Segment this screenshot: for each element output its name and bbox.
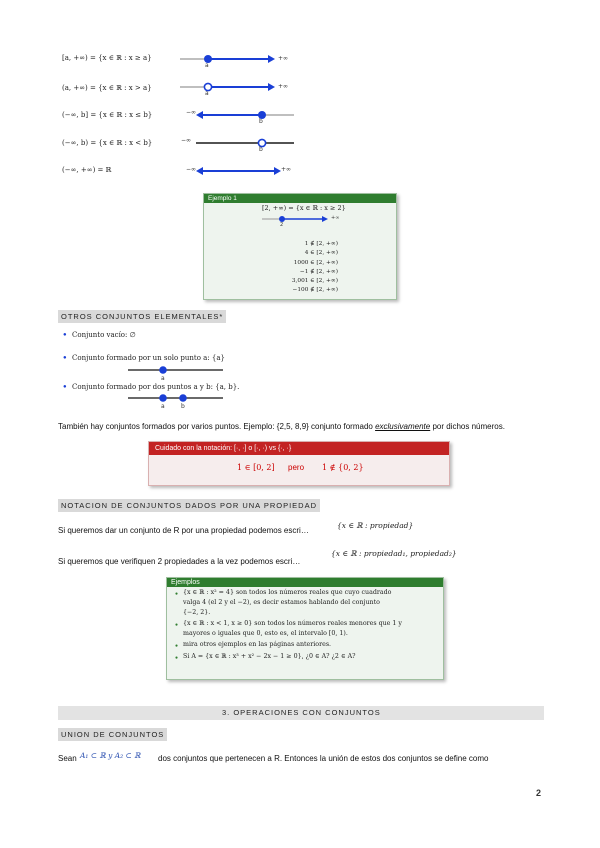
number-line-closed-left <box>196 108 306 130</box>
bullet-icon: ● <box>175 622 179 628</box>
point-label-a: a <box>205 90 209 97</box>
minus-infinity-label: −∞ <box>181 137 192 144</box>
number-line-open-left <box>196 136 306 158</box>
emphasis-text: exclusivamente <box>375 422 431 431</box>
example-item: mira otros ejemplos en las páginas anteriores. <box>183 641 332 648</box>
examples-header: Ejemplos <box>167 578 443 587</box>
example-1-number-line <box>262 214 342 228</box>
paragraph-text: También hay conjuntos formados por varios puntos. Ejemplo: {2,5, 8,9} conjunto formado <box>58 422 376 431</box>
example-item: mayores o iguales que 0, esto es, el intervalo [0, 1). <box>183 630 348 637</box>
membership-item: 3,001 ∈ [2, +∞) <box>291 278 338 285</box>
membership-item: −1 ∉ [2, +∞) <box>299 268 338 275</box>
bullet-icon: ● <box>63 384 67 390</box>
section-3-title: 3. OPERACIONES CON CONJUNTOS <box>222 708 381 717</box>
bullet-icon: ● <box>63 332 67 338</box>
bullet-two-points: Conjunto formado por dos puntos a y b: {a, b}. <box>72 383 240 391</box>
bullet-icon: ● <box>63 355 67 361</box>
point-label-b: b <box>181 403 185 410</box>
interval-label-closed-right: [a, +∞) = {x ∈ ℝ : x ≥ a} <box>62 54 152 62</box>
paragraph-dos-propiedades: Si queremos que verifiquen 2 propiedades a la vez podemos escri… <box>58 557 301 566</box>
plus-infinity-label: +∞ <box>278 83 289 90</box>
page-number: 2 <box>536 788 542 798</box>
point-label-b: b <box>259 118 263 125</box>
interval-label-open-right: (a, +∞) = {x ∈ ℝ : x > a} <box>62 84 152 92</box>
warning-header: Cuidado con la notación: [·, ·] o [·, ·) vs {·, ·} <box>149 442 449 455</box>
bullet-icon: ● <box>175 643 179 649</box>
point-label-a: a <box>161 403 165 410</box>
example-item: {x ∈ ℝ : x² = 4} son todos los números reales que cuyo cuadrado <box>183 589 392 596</box>
number-line-open-right <box>180 80 310 102</box>
paragraph-una-propiedad: Si queremos dar un conjunto de R por una propiedad podemos escri… <box>58 526 309 535</box>
two-points-line <box>128 393 228 407</box>
plus-infinity-label: +∞ <box>278 55 289 62</box>
warning-middle-word: pero <box>288 463 305 472</box>
point-label-b: b <box>259 146 263 153</box>
paragraph-text: por dichos números. <box>430 422 505 431</box>
membership-item: −100 ∉ [2, +∞) <box>292 287 338 294</box>
paragraph-varios-puntos <box>58 422 505 431</box>
minus-infinity-label: −∞ <box>186 109 197 116</box>
example-1-formula: [2, +∞) = {x ∈ ℝ : x ≥ 2} <box>262 204 346 212</box>
example-item: {x ∈ ℝ : x < 1, x ≥ 0} son todos los números reales menores que 1 y <box>183 620 402 627</box>
point-label-a: a <box>161 375 165 382</box>
section-heading-otros: OTROS CONJUNTOS ELEMENTALES* <box>58 310 226 323</box>
example-item: Si A = {x ∈ ℝ : x³ + x² − 2x − 1 ≥ 0}, ¿0 ∈ A? ¿2 ∈ A? <box>183 653 356 660</box>
union-definition-text: dos conjuntos que pertenecen a R. Entonces la unión de estos dos conjuntos se define como <box>158 754 489 763</box>
single-point-line <box>128 364 228 378</box>
membership-item: 4 ∈ [2, +∞) <box>304 250 338 257</box>
example-1-membership-list <box>258 240 338 296</box>
bullet-icon: ● <box>175 655 179 661</box>
bullet-single-point: Conjunto formado por un solo punto a: {a} <box>72 354 225 362</box>
union-sean: Sean <box>58 754 77 763</box>
set-builder-two-properties: {x ∈ ℝ : propiedad₁, propiedad₂} <box>331 549 457 558</box>
section-heading-notacion: NOTACION DE CONJUNTOS DADOS POR UNA PROPIEDAD <box>58 499 320 512</box>
example-item: valga 4 (el 2 y el −2), es decir estamos hablando del conjunto <box>183 599 380 606</box>
membership-item: 1 ∉ [2, +∞) <box>304 241 338 247</box>
minus-infinity-label: −∞ <box>186 166 197 173</box>
example-1-header: Ejemplo 1 <box>204 194 396 203</box>
section-heading-union: UNION DE CONJUNTOS <box>58 728 167 741</box>
example-1-infinity-label: +∞ <box>331 215 340 221</box>
number-line-closed-right <box>180 52 310 74</box>
number-line-real <box>196 164 286 178</box>
bullet-icon: ● <box>175 591 179 597</box>
bullet-empty-set: Conjunto vacío: ∅ <box>72 331 136 339</box>
membership-item: 1000 ∈ [2, +∞) <box>293 259 338 266</box>
plus-infinity-label: +∞ <box>281 166 292 173</box>
warning-left-formula: 1 ∈ [0, 2] <box>237 463 275 472</box>
union-sets-formula: A₁ ⊂ ℝ y A₂ ⊂ ℝ <box>80 751 141 760</box>
warning-right-formula: 1 ∉ {0, 2} <box>322 463 364 472</box>
example-item: {−2, 2}. <box>183 609 211 616</box>
set-builder-one-property: {x ∈ ℝ : propiedad} <box>337 521 414 530</box>
point-label-a: a <box>205 62 209 69</box>
example-1-point-label: 2 <box>280 222 284 228</box>
interval-label-closed-left: (−∞, b] = {x ∈ ℝ : x ≤ b} <box>62 111 153 119</box>
interval-label-real-line: (−∞, +∞) = ℝ <box>62 166 112 174</box>
interval-label-open-left: (−∞, b) = {x ∈ ℝ : x < b} <box>62 139 153 147</box>
